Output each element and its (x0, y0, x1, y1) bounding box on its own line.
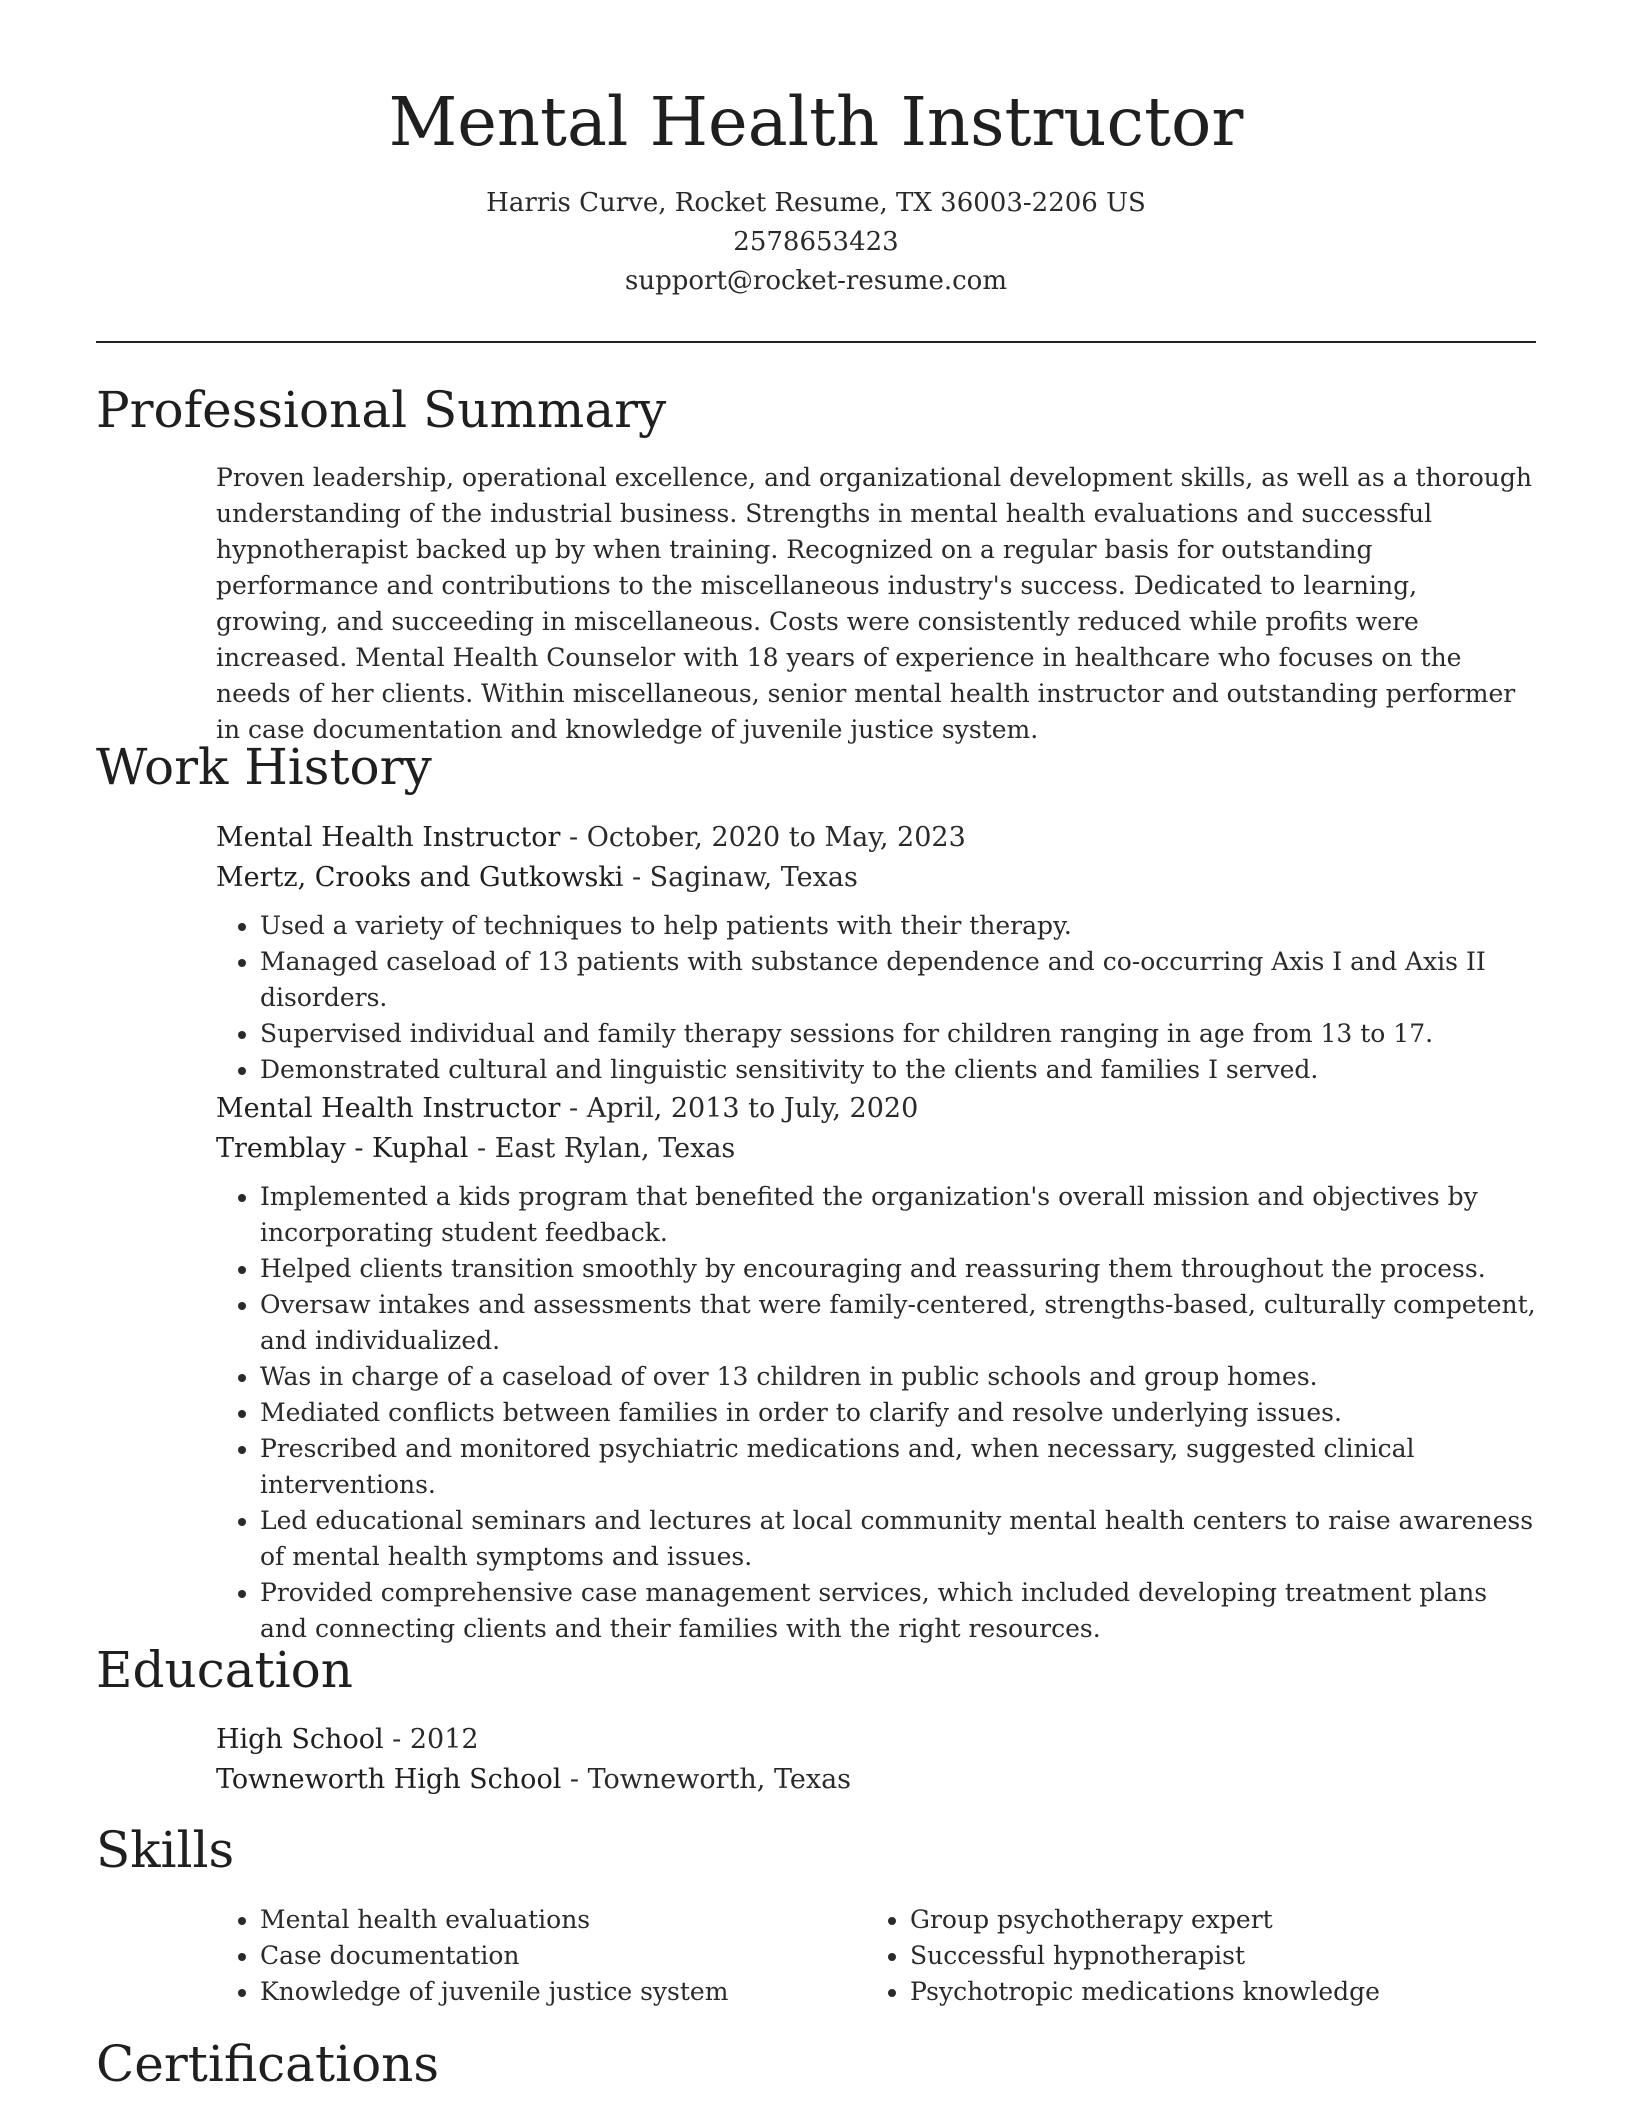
job-title-line (216, 818, 1536, 858)
job-duties-list (216, 908, 1536, 1088)
job-company: Tremblay - Kuphal (216, 1133, 469, 1164)
education-entry (216, 1720, 1536, 1800)
skill-item: • Case documentation (260, 1938, 866, 1974)
job-company-line (216, 1129, 1536, 1169)
job-duty: • Supervised individual and family therapy sessions for children ranging in age from 13 to 17. (260, 1016, 1536, 1052)
school-name: Towneworth High School (216, 1764, 562, 1795)
job-duty: • Led educational seminars and lectures at local community mental health centers to raise awareness of mental health symptoms and issues. (260, 1503, 1536, 1575)
job-duty: • Demonstrated cultural and linguistic sensitivity to the clients and families I served. (260, 1052, 1536, 1088)
job-duty: • Mediated conflicts between families in order to clarify and resolve underlying issues. (260, 1395, 1536, 1431)
contact-phone: 2578653423 (733, 227, 899, 257)
job-duties-list (216, 1179, 1536, 1647)
contact-info (0, 184, 1632, 301)
job-location: - Saginaw, Texas (623, 862, 858, 893)
job-company: Mertz, Crooks and Gutkowski (216, 862, 624, 893)
skills-heading: Skills (96, 1821, 235, 1879)
resume-header (0, 78, 1632, 301)
job-role: Mental Health Instructor (216, 822, 561, 853)
header-divider (96, 341, 1536, 343)
job-duty: • Was in charge of a caseload of over 13 children in public schools and group homes. (260, 1359, 1536, 1395)
contact-address: Harris Curve, Rocket Resume, TX 36003-2206 US (486, 188, 1146, 218)
job-location: - East Rylan, Texas (468, 1133, 736, 1164)
job-duty: • Managed caseload of 13 patients with substance dependence and co-occurring Axis I and Axis II disorders. (260, 944, 1536, 1016)
certifications-heading: Certifications (96, 2035, 440, 2093)
skills-column-right (866, 1902, 1516, 2010)
summary-text: Proven leadership, operational excellence, and organizational development skills, as well as a thorough understanding of the industrial business. Strengths in mental health evaluations and successful hypnotherapist backed up by when training. Recognized on a regular basis for outstanding performance and contributions to the miscellaneous industry's success. Dedicated to learning, growing, and succeeding in miscellaneous. Costs were consistently reduced while profits were increased. Mental Health Counselor with 18 years of experience in healthcare who focuses on the needs of her clients. Within miscellaneous, senior mental health instructor and outstanding performer in case documentation and knowledge of juvenile justice system. (216, 463, 1532, 744)
job-role: Mental Health Instructor (216, 1093, 561, 1124)
job-dates: - October, 2020 to May, 2023 (560, 822, 966, 853)
graduation-year: - 2012 (383, 1724, 479, 1755)
skills-column-left (216, 1902, 866, 2010)
school-line (216, 1760, 1536, 1800)
education-heading: Education (96, 1641, 353, 1699)
skill-item: • Psychotropic medications knowledge (910, 1974, 1516, 2010)
contact-email: support@rocket-resume.com (624, 266, 1007, 296)
job-entry-2 (216, 1089, 1536, 1647)
job-duty: • Used a variety of techniques to help patients with their therapy. (260, 908, 1536, 944)
job-duty: • Helped clients transition smoothly by encouraging and reassuring them throughout the process. (260, 1251, 1536, 1287)
skills-list (216, 1902, 1536, 2010)
job-dates: - April, 2013 to July, 2020 (560, 1093, 919, 1124)
job-duty: • Implemented a kids program that benefited the organization's overall mission and objectives by incorporating student feedback. (260, 1179, 1536, 1251)
school-location: - Towneworth, Texas (561, 1764, 852, 1795)
candidate-name: Mental Health Instructor (388, 83, 1244, 161)
job-company-line (216, 858, 1536, 898)
degree: High School (216, 1724, 384, 1755)
degree-line (216, 1720, 1536, 1760)
job-title-line (216, 1089, 1536, 1129)
job-duty: • Provided comprehensive case management services, which included developing treatment plans and connecting clients and their families with the right resources. (260, 1575, 1536, 1647)
skill-item: • Successful hypnotherapist (910, 1938, 1516, 1974)
work-history-heading: Work History (96, 738, 432, 796)
job-duty: • Prescribed and monitored psychiatric medications and, when necessary, suggested clinical interventions. (260, 1431, 1536, 1503)
skill-item: • Mental health evaluations (260, 1902, 866, 1938)
job-entry-1 (216, 818, 1536, 1088)
job-duty: • Oversaw intakes and assessments that were family-centered, strengths-based, culturally competent, and individualized. (260, 1287, 1536, 1359)
skill-item: • Group psychotherapy expert (910, 1902, 1516, 1938)
summary-heading: Professional Summary (96, 381, 667, 439)
skill-item: • Knowledge of juvenile justice system (260, 1974, 866, 2010)
